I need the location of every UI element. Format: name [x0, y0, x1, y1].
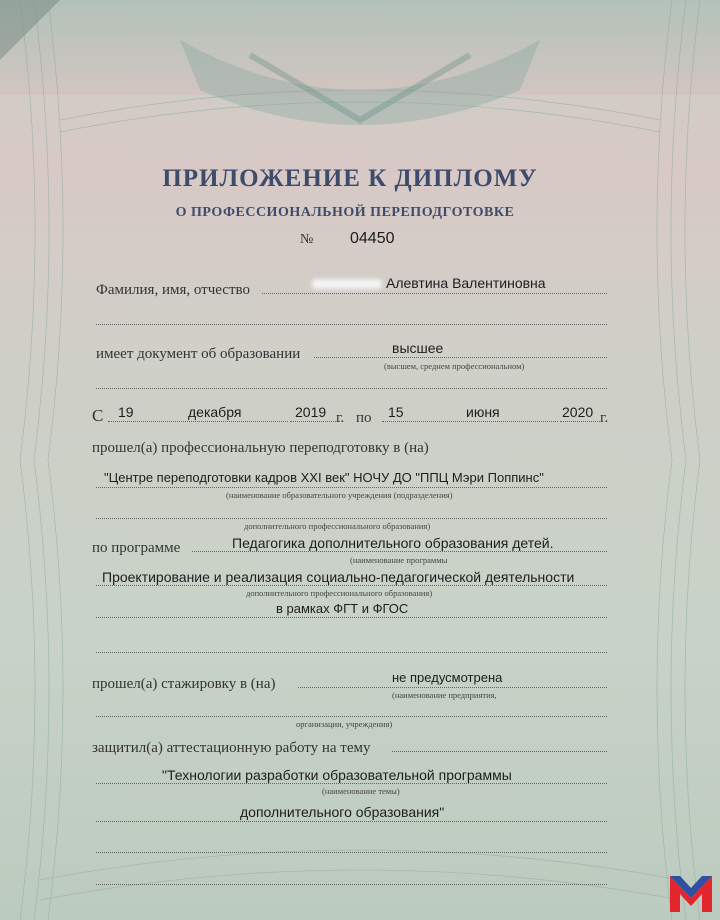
thesis-value-1: "Технологии разработки образовательной программы: [162, 767, 512, 783]
thesis-line: [392, 751, 607, 752]
internship-caption-1: (наименование предприятия,: [392, 690, 497, 700]
thesis-line-5: [96, 884, 607, 885]
education-value: высшее: [392, 340, 444, 356]
year-to: 2020: [562, 404, 594, 420]
program-line-3: [96, 617, 607, 618]
year-suffix-from: г.: [336, 410, 345, 426]
thesis-caption: (наименование темы): [322, 786, 400, 796]
period-to-label: по: [356, 410, 372, 426]
institution-line-2: [96, 518, 607, 519]
institution-caption: (наименование образовательного учреждения (подразделения): [226, 490, 453, 500]
year-suffix-to: г.: [600, 410, 609, 426]
month-to: июня: [466, 404, 500, 420]
institution-line: [96, 487, 607, 488]
fio-label: Фамилия, имя, отчество: [96, 282, 250, 298]
period-to-line: [382, 421, 558, 422]
program-line-4: [96, 652, 607, 653]
education-caption: (высшем, среднем профессиональном): [384, 361, 525, 371]
internship-value: не предусмотрена: [392, 670, 503, 685]
internship-line: [298, 687, 607, 688]
program-caption-1: (наименование программы: [350, 555, 448, 565]
program-value-1: Педагогика дополнительного образования детей.: [232, 535, 554, 551]
period-from-label: С: [92, 406, 104, 425]
program-value-3: в рамках ФГТ и ФГОС: [276, 601, 409, 616]
document-subtitle: О ПРОФЕССИОНАЛЬНОЙ ПЕРЕПОДГОТОВКЕ: [175, 205, 515, 220]
day-to: 15: [388, 404, 404, 420]
thesis-label: защитил(а) аттестационную работу на тему: [92, 740, 371, 756]
internship-label: прошел(а) стажировку в (на): [92, 676, 276, 692]
internship-line-2: [96, 716, 607, 717]
program-caption-2: дополнительного профессионального образования): [246, 588, 433, 598]
fio-line: [262, 293, 607, 294]
thesis-value-2: дополнительного образования": [240, 804, 445, 820]
redacted-surname: [312, 279, 382, 289]
day-from: 19: [118, 404, 134, 420]
institution-value: "Центре переподготовки кадров XXI век" НОЧУ ДО "ППЦ Мэри Поппинс": [104, 470, 544, 485]
program-label: по программе: [92, 540, 181, 556]
m-logo-icon: [668, 872, 714, 914]
year-to-line: [560, 421, 600, 422]
program-line-2: [96, 585, 607, 586]
program-line: [192, 551, 607, 552]
number-sign: №: [300, 232, 314, 247]
institution-caption-2: дополнительного профессионального образования): [244, 521, 431, 531]
internship-caption-2: организации, учреждения): [296, 719, 393, 729]
fio-value: Алевтина Валентиновна: [386, 275, 546, 291]
program-value-2: Проектирование и реализация социально-педагогической деятельности: [102, 569, 575, 585]
education-label: имеет документ об образовании: [96, 346, 301, 362]
year-from: 2019: [295, 404, 327, 420]
document-title: ПРИЛОЖЕНИЕ К ДИПЛОМУ: [162, 165, 538, 192]
period-from-line: [108, 421, 288, 422]
thesis-line-4: [96, 852, 607, 853]
fio-line-2: [96, 324, 607, 325]
month-from: декабря: [188, 404, 242, 420]
education-line: [314, 357, 607, 358]
year-from-line: [290, 421, 340, 422]
education-line-2: [96, 388, 607, 389]
document-number: 04450: [350, 230, 395, 247]
thesis-line-2: [96, 783, 607, 784]
institution-label: прошел(а) профессиональную переподготовку в (на): [92, 440, 429, 456]
thesis-line-3: [96, 821, 607, 822]
